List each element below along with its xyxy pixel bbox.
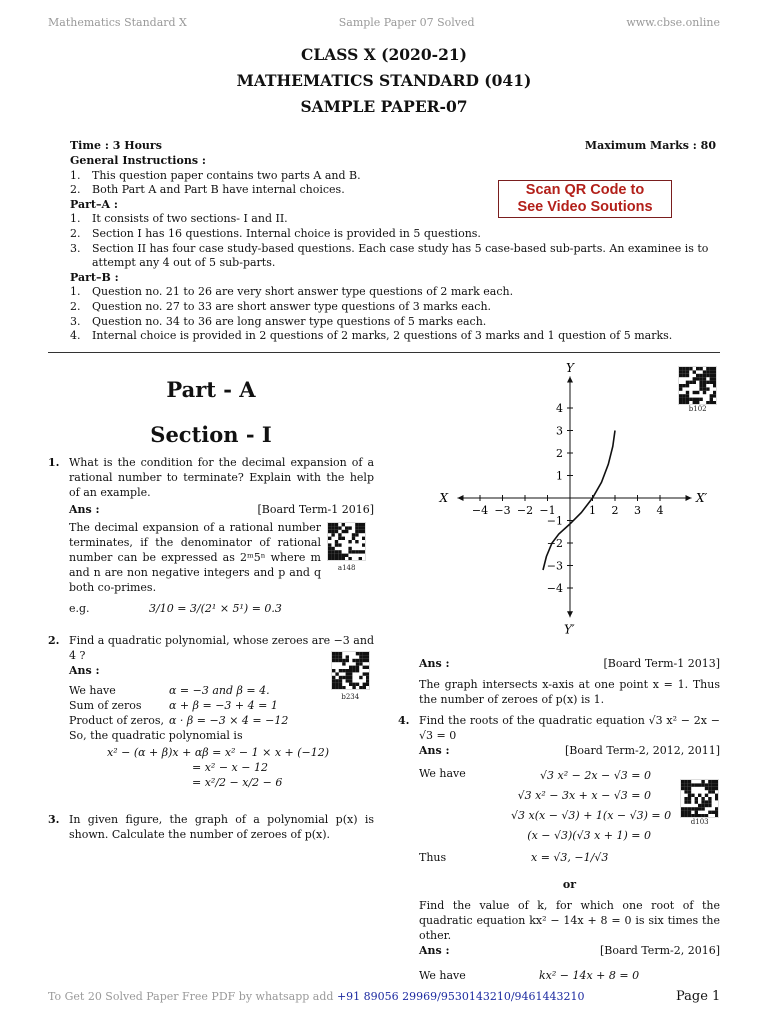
qr-banner-line1: Scan QR Code to <box>525 182 645 198</box>
part-b-instruction-item-text: Question no. 21 to 26 are very short answer type questions of 2 mark each. <box>92 285 514 299</box>
q2-working-label: Sum of zeros <box>69 699 142 713</box>
q1-number: 1. <box>48 456 60 469</box>
q2-working-expr: α · β = −3 × 4 = −12 <box>169 714 289 728</box>
q4-alt-ans-label: Ans : <box>419 944 450 957</box>
question-1 <box>48 455 374 616</box>
y-tick-label: −1 <box>546 514 563 528</box>
part-b-instruction-item-text: Question no. 27 to 33 are short answer type questions of 3 marks each. <box>92 299 492 313</box>
y-tick-label: −4 <box>546 582 563 595</box>
qr-code-icon <box>680 779 719 818</box>
q2-working-label: We have <box>69 684 116 698</box>
footer-phone-link[interactable]: +91 89056 29969/9530143210/9461443210 <box>336 990 585 1003</box>
q2-number: 2. <box>48 634 60 647</box>
polynomial-graph <box>420 362 720 640</box>
part-b-instruction-item <box>70 300 720 315</box>
meta-row <box>70 139 716 154</box>
part-b-heading: Part–B : <box>70 270 119 284</box>
q2-derivation-step: = x² − x − 12 <box>192 761 268 775</box>
part-a-instruction-item-number: 3. <box>70 241 81 255</box>
x-axis-arrow-right <box>686 495 692 501</box>
q3-answer: The graph intersects x-axis at one point x = 1. Thus the number of zeroes of p(x) is 1. <box>419 678 720 706</box>
part-a-heading: Part–A : <box>70 197 118 211</box>
q2-working-label: Product of zeros, <box>69 714 165 728</box>
question-3 <box>48 812 374 842</box>
q1-eg-expression: 3/10 = 3/(2¹ × 5¹) = 0.3 <box>149 602 282 615</box>
part-b-list <box>70 285 720 343</box>
footer-text: To Get 20 Solved Paper Free PDF by whatsapp add <box>48 990 337 1003</box>
x-axis-arrow-left <box>458 495 464 501</box>
q4-alt-text: Find the value of k, for which one root of the quadratic equation kx² − 14x + 8 = 0 is six times the other. <box>419 899 720 942</box>
q3-board: [Board Term-1 2013] <box>603 657 720 670</box>
q2-qr-caption: b234 <box>341 693 360 702</box>
qr-banner-line2: See Video Soutions <box>517 199 653 215</box>
subject-title: MATHEMATICS STANDARD (041) <box>236 71 532 90</box>
q2-working-line <box>69 698 374 713</box>
q1-answer: The decimal expansion of a rational number terminates, if the denominator of rational number can be expressed as 2ᵐ5ⁿ where m and n are non negative integers and p and q both co-primes. <box>69 521 321 594</box>
q4-qr-caption: d103 <box>690 818 709 827</box>
graph-svg <box>420 362 720 640</box>
part-b-instruction-item-number: 2. <box>70 299 81 313</box>
or-separator: or <box>562 878 577 891</box>
general-instruction-item-text: This question paper contains two parts A and B. <box>92 168 361 182</box>
q3-text: In given figure, the graph of a polynomial p(x) is shown. Calculate the number of zeroes of p(x). <box>69 813 374 842</box>
q4-step: √3 x² − 3x + x − √3 = 0 <box>517 789 651 802</box>
q4-board: [Board Term-2, 2012, 2011] <box>564 744 720 757</box>
q4-result: x = √3, −1/√3 <box>531 851 609 864</box>
x-tick-label: 4 <box>656 504 664 517</box>
q2-working <box>69 683 374 728</box>
q2-working-expr: α + β = −3 + 4 = 1 <box>169 699 278 713</box>
q2-working-line <box>69 713 374 728</box>
q4-alt-board: [Board Term-2, 2016] <box>599 944 720 957</box>
general-instruction-item-number: 1. <box>70 168 81 182</box>
max-marks-label: Maximum Marks : 80 <box>584 139 716 152</box>
q2-text: Find a quadratic polynomial, whose zeroes are −3 and 4 ? <box>69 634 374 662</box>
q4-number: 4. <box>398 714 410 727</box>
q4-alt-we-have: We have <box>419 969 466 982</box>
q3-ans-label: Ans : <box>419 657 450 670</box>
part-b-instruction-item <box>70 315 720 330</box>
part-a-instruction-item <box>70 227 720 242</box>
header-center: Sample Paper 07 Solved <box>338 16 475 29</box>
instructions-heading: General Instructions : <box>70 154 206 167</box>
y-tick-label: −2 <box>546 537 563 550</box>
running-header <box>48 16 720 31</box>
part-a-instruction-item-text: It consists of two sections- I and II. <box>92 212 288 226</box>
qr-code-banner <box>498 180 672 218</box>
part-a-instruction-item-text: Section II has four case study-based questions. Each case study has 5 case-based sub-parts. An examinee is to attempt any 4 out of 5 sub-parts. <box>92 241 709 270</box>
y-tick-label: 4 <box>556 402 563 415</box>
question-2 <box>48 633 374 790</box>
q1-board: [Board Term-1 2016] <box>257 503 374 516</box>
right-column <box>398 656 720 983</box>
x-axis-label-right: X′ <box>696 491 708 505</box>
part-a-instruction-item-number: 2. <box>70 226 81 240</box>
part-b-instruction-item-number: 4. <box>70 329 81 343</box>
left-column <box>48 455 374 842</box>
question-4 <box>398 713 720 983</box>
class-title: CLASS X (2020-21) <box>301 45 467 64</box>
q4-step: (x − √3)(√3 x + 1) = 0 <box>527 829 651 842</box>
time-label: Time : 3 Hours <box>70 139 162 152</box>
q1-text: What is the condition for the decimal expansion of a rational number to terminate? Explain with the help of an example. <box>69 456 374 499</box>
qr-code-icon <box>331 651 370 690</box>
paper-title: SAMPLE PAPER-07 <box>300 97 468 116</box>
general-instruction-item-number: 2. <box>70 183 81 197</box>
q4-step: √3 x² − 2x − √3 = 0 <box>540 769 651 782</box>
q4-we-have: We have <box>419 767 466 780</box>
y-tick-label: −3 <box>546 559 563 573</box>
x-tick-label: −1 <box>539 504 556 517</box>
graph-qr <box>678 366 717 415</box>
q1-eg-label: e.g. <box>69 602 90 615</box>
q2-so-text: So, the quadratic polynomial is <box>69 729 243 743</box>
part-a-instruction-item-number: 1. <box>70 212 81 226</box>
q2-derivation-step: = x²/2 − x/2 − 6 <box>192 776 283 790</box>
section-divider <box>48 352 720 353</box>
part-a-instruction-item-text: Section I has 16 questions. Internal choice is provided in 5 questions. <box>92 226 481 240</box>
q1-ans-label: Ans : <box>69 503 100 516</box>
q4-steps <box>511 766 672 846</box>
q2-working-line <box>69 683 374 698</box>
q2-ans-label: Ans : <box>69 664 100 677</box>
page-number: Page 1 <box>676 989 721 1004</box>
y-axis-label-top: Y <box>566 362 574 375</box>
part-b-instruction-item <box>70 285 720 300</box>
q4-thus: Thus <box>419 851 447 864</box>
y-tick-label: 2 <box>556 447 563 460</box>
part-a-title: Part - A <box>166 377 256 402</box>
part-b-instruction-item-number: 1. <box>70 285 81 299</box>
x-tick-label: −4 <box>471 504 489 517</box>
q3-number: 3. <box>48 813 60 827</box>
y-axis-arrow-up <box>567 377 573 383</box>
q2-working-expr: α = −3 and β = 4. <box>169 684 270 698</box>
y-axis-arrow-down <box>567 611 573 617</box>
q4-qr <box>680 779 719 828</box>
q4-step: √3 x(x − √3) + 1(x − √3) = 0 <box>511 809 672 822</box>
x-tick-label: 1 <box>589 504 596 517</box>
q2-derivation-step: x² − (α + β)x + αβ = x² − 1 × x + (−12) <box>107 746 330 760</box>
paper-titles <box>0 42 768 120</box>
part-b-instruction-item <box>70 329 720 344</box>
y-tick-label: 1 <box>556 469 563 483</box>
header-left: Mathematics Standard X <box>48 16 187 29</box>
part-b-instruction-item-text: Internal choice is provided in 2 questions of 2 marks, 2 questions of 3 marks and 1 question of 5 marks. <box>92 329 673 343</box>
part-b-instruction-item-text: Question no. 34 to 36 are long answer type questions of 5 marks each. <box>92 314 487 328</box>
q4-text: Find the roots of the quadratic equation √3 x² − 2x − √3 = 0 <box>419 714 720 742</box>
header-right: www.cbse.online <box>626 16 720 29</box>
q1-qr-caption: a148 <box>337 564 356 573</box>
q4-ans-label: Ans : <box>419 744 450 757</box>
graph-qr-caption: b102 <box>688 405 707 414</box>
qr-code-icon <box>327 522 366 561</box>
y-axis-label-bottom: Y′ <box>564 622 575 637</box>
y-tick-label: 3 <box>556 424 563 438</box>
general-instruction-item-text: Both Part A and Part B have internal choices. <box>92 183 345 197</box>
part-a-instruction-item <box>70 242 720 271</box>
q2-derivation <box>107 745 374 790</box>
q4-alt-equation: kx² − 14x + 8 = 0 <box>539 969 640 982</box>
qr-code-icon <box>678 366 717 405</box>
part-a-list <box>70 212 720 270</box>
x-tick-label: −2 <box>516 504 534 517</box>
x-tick-label: −3 <box>494 504 511 517</box>
x-tick-label: 2 <box>611 504 619 517</box>
part-b-instruction-item-number: 3. <box>70 314 81 328</box>
section-title: Section - I <box>150 422 272 447</box>
x-tick-label: 3 <box>634 504 641 517</box>
footer-promo <box>48 990 585 1005</box>
x-axis-label-left: X <box>439 491 449 505</box>
